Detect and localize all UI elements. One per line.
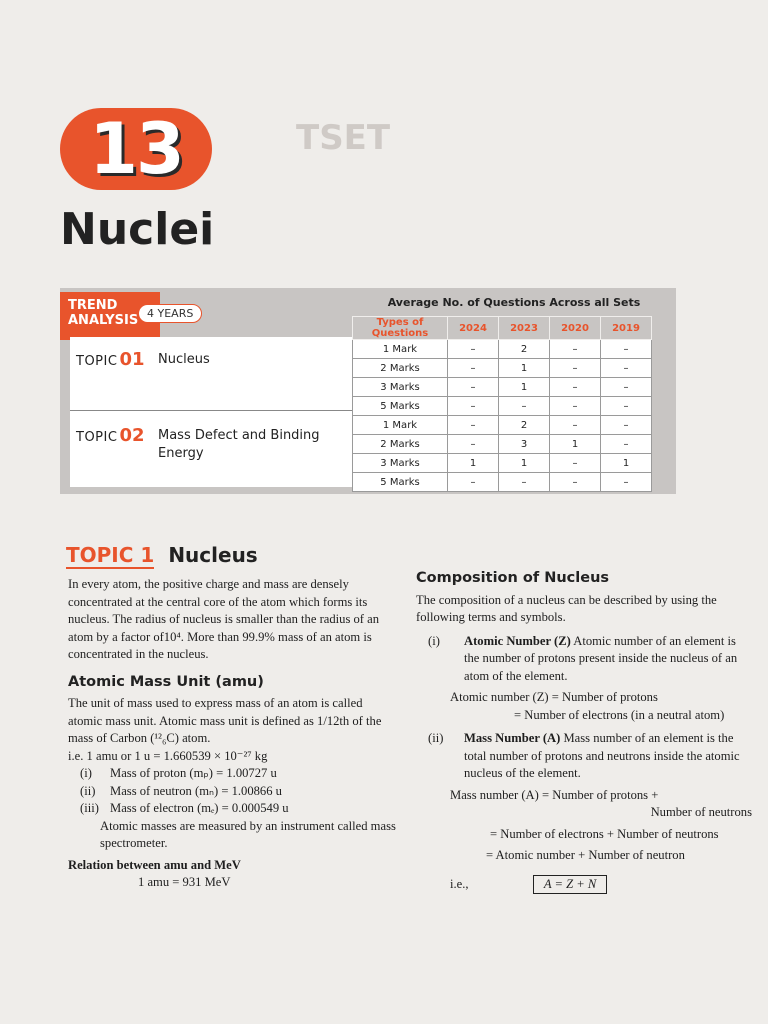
table-row xyxy=(353,454,652,473)
count-cell: – xyxy=(601,435,652,454)
count-cell: – xyxy=(448,473,499,492)
topic-heading xyxy=(66,540,258,568)
column-header: 2020 xyxy=(550,317,601,340)
table-row xyxy=(353,378,652,397)
composition-heading: Composition of Nucleus xyxy=(416,570,610,586)
bleed-through-text: TSET xyxy=(296,118,391,158)
list-number: (i) xyxy=(428,633,440,648)
equation-line: Mass number (A) = Number of protons + xyxy=(450,787,659,802)
count-cell: – xyxy=(448,359,499,378)
list-item xyxy=(80,800,398,818)
ie-label: i.e., xyxy=(450,876,469,891)
count-cell: 1 xyxy=(448,454,499,473)
count-cell: – xyxy=(550,378,601,397)
list-number: (ii) xyxy=(80,783,96,798)
topic-panel xyxy=(70,337,370,487)
count-cell: – xyxy=(601,473,652,492)
count-cell: – xyxy=(601,340,652,359)
count-cell: – xyxy=(550,359,601,378)
count-cell: – xyxy=(550,473,601,492)
list-item xyxy=(416,633,752,686)
count-cell: – xyxy=(550,454,601,473)
topic-name: Mass Defect and Binding Energy xyxy=(158,428,320,461)
atomic-number-term: Atomic Number (Z) xyxy=(464,633,571,648)
count-cell: 1 xyxy=(550,435,601,454)
topic-heading-name: Nucleus xyxy=(168,543,258,567)
chapter-badge xyxy=(60,108,212,190)
count-cell: – xyxy=(448,378,499,397)
equation-line: = Number of electrons (in a neutral atom) xyxy=(514,707,725,722)
count-cell: – xyxy=(448,435,499,454)
list-number: (iii) xyxy=(80,801,99,815)
right-column xyxy=(416,570,752,894)
list-number: (ii) xyxy=(428,731,444,745)
list-item xyxy=(80,765,398,783)
mass-value: Mass of electron (mₑ) = 0.000549 u xyxy=(110,801,289,815)
topic-heading-number: TOPIC 1 xyxy=(66,543,155,567)
count-cell: – xyxy=(448,340,499,359)
composition-intro: The composition of a nucleus can be described by using the following terms and symbols. xyxy=(416,592,717,624)
table-row xyxy=(353,416,652,435)
trend-table xyxy=(352,316,652,492)
count-cell: – xyxy=(601,378,652,397)
trend-label-line2: ANALYSIS xyxy=(68,313,139,328)
count-cell: 1 xyxy=(601,454,652,473)
question-type-cell: 2 Marks xyxy=(353,435,448,454)
column-header: 2024 xyxy=(448,317,499,340)
count-cell: – xyxy=(601,416,652,435)
count-cell: – xyxy=(448,416,499,435)
table-heading: Average No. of Questions Across all Sets xyxy=(387,296,641,309)
equation-line: Atomic number (Z) = Number of protons xyxy=(450,690,658,704)
count-cell: 2 xyxy=(499,340,550,359)
left-column xyxy=(68,576,398,892)
topic-name: Nucleus xyxy=(158,352,210,367)
relation-value: 1 amu = 931 MeV xyxy=(138,875,231,889)
column-header: 2019 xyxy=(601,317,652,340)
topic-label: TOPIC xyxy=(76,354,118,369)
table-header-row xyxy=(353,317,652,340)
count-cell: 2 xyxy=(499,416,550,435)
question-type-cell: 3 Marks xyxy=(353,454,448,473)
table-row xyxy=(353,473,652,492)
formula-line xyxy=(416,875,752,895)
topic-row xyxy=(76,425,320,461)
table-row xyxy=(353,359,652,378)
table-row xyxy=(353,435,652,454)
column-header: 2023 xyxy=(499,317,550,340)
mass-value: Mass of neutron (mₙ) = 1.00866 u xyxy=(110,783,282,798)
count-cell: – xyxy=(601,359,652,378)
count-cell: – xyxy=(550,340,601,359)
question-type-cell: 1 Mark xyxy=(353,340,448,359)
formula-box: A = Z + N xyxy=(533,875,607,895)
amu-value: i.e. 1 amu or 1 u = 1.660539 × 10⁻²⁷ kg xyxy=(68,748,268,763)
atomic-number-definition: Atomic number of an element is the number of protons present inside the nucleus of an atom of the element. xyxy=(464,633,738,683)
question-type-cell: 2 Marks xyxy=(353,359,448,378)
question-type-cell: 5 Marks xyxy=(353,473,448,492)
intro-paragraph: In every atom, the positive charge and mass are densely concentrated at the central core of the atom which forms its nucleus. The radius of nucleus is smaller than the radius of an atom by a factor of10⁴. More than 99.9% mass of an atom is concentrated in the nucleus. xyxy=(68,577,380,661)
count-cell: – xyxy=(499,397,550,416)
count-cell: – xyxy=(550,397,601,416)
topic-label: TOPIC xyxy=(76,430,118,445)
topic-number: 01 xyxy=(119,349,145,370)
count-cell: – xyxy=(499,473,550,492)
trend-table-body xyxy=(353,340,652,492)
list-item xyxy=(416,730,752,783)
mass-spectrometer-note: Atomic masses are measured by an instrument called mass spectrometer. xyxy=(100,818,396,850)
equation-line: = Atomic number + Number of neutron xyxy=(486,848,685,862)
trend-label-line1: TREND xyxy=(68,298,118,313)
mass-number-term: Mass Number (A) xyxy=(464,731,561,745)
table-row xyxy=(353,340,652,359)
column-header: Types of Questions xyxy=(353,317,448,340)
mass-list xyxy=(68,765,398,818)
list-number: (i) xyxy=(80,766,92,780)
topic-row xyxy=(76,349,210,370)
count-cell: 1 xyxy=(499,378,550,397)
question-type-cell: 5 Marks xyxy=(353,397,448,416)
table-row xyxy=(353,397,652,416)
mass-value: Mass of proton (mₚ) = 1.00727 u xyxy=(110,766,277,780)
question-type-cell: 1 Mark xyxy=(353,416,448,435)
chapter-title: Nuclei xyxy=(60,204,215,255)
chapter-number: 13 xyxy=(89,108,183,190)
count-cell: 3 xyxy=(499,435,550,454)
mass-number-definition: Mass number of an element is the total number of protons and neutrons inside the atomic nucleus of the element. xyxy=(464,731,740,780)
topic-divider xyxy=(70,410,370,411)
equation-line: = Number of electrons + Number of neutrons xyxy=(490,826,719,841)
list-item xyxy=(80,783,398,801)
years-badge: 4 YEARS xyxy=(138,304,202,323)
count-cell: 1 xyxy=(499,454,550,473)
count-cell: – xyxy=(601,397,652,416)
count-cell: – xyxy=(448,397,499,416)
equation-line: Number of neutrons xyxy=(650,805,752,819)
count-cell: – xyxy=(550,416,601,435)
topic-number: 02 xyxy=(119,425,145,446)
relation-heading: Relation between amu and MeV xyxy=(68,857,241,872)
question-type-cell: 3 Marks xyxy=(353,378,448,397)
count-cell: 1 xyxy=(499,359,550,378)
amu-heading: Atomic Mass Unit (amu) xyxy=(68,673,264,690)
amu-definition: The unit of mass used to express mass of an atom is called atomic mass unit. Atomic mass unit is defined as 1/12th of the mass of Carbon (¹²₆C) atom. xyxy=(68,696,382,745)
